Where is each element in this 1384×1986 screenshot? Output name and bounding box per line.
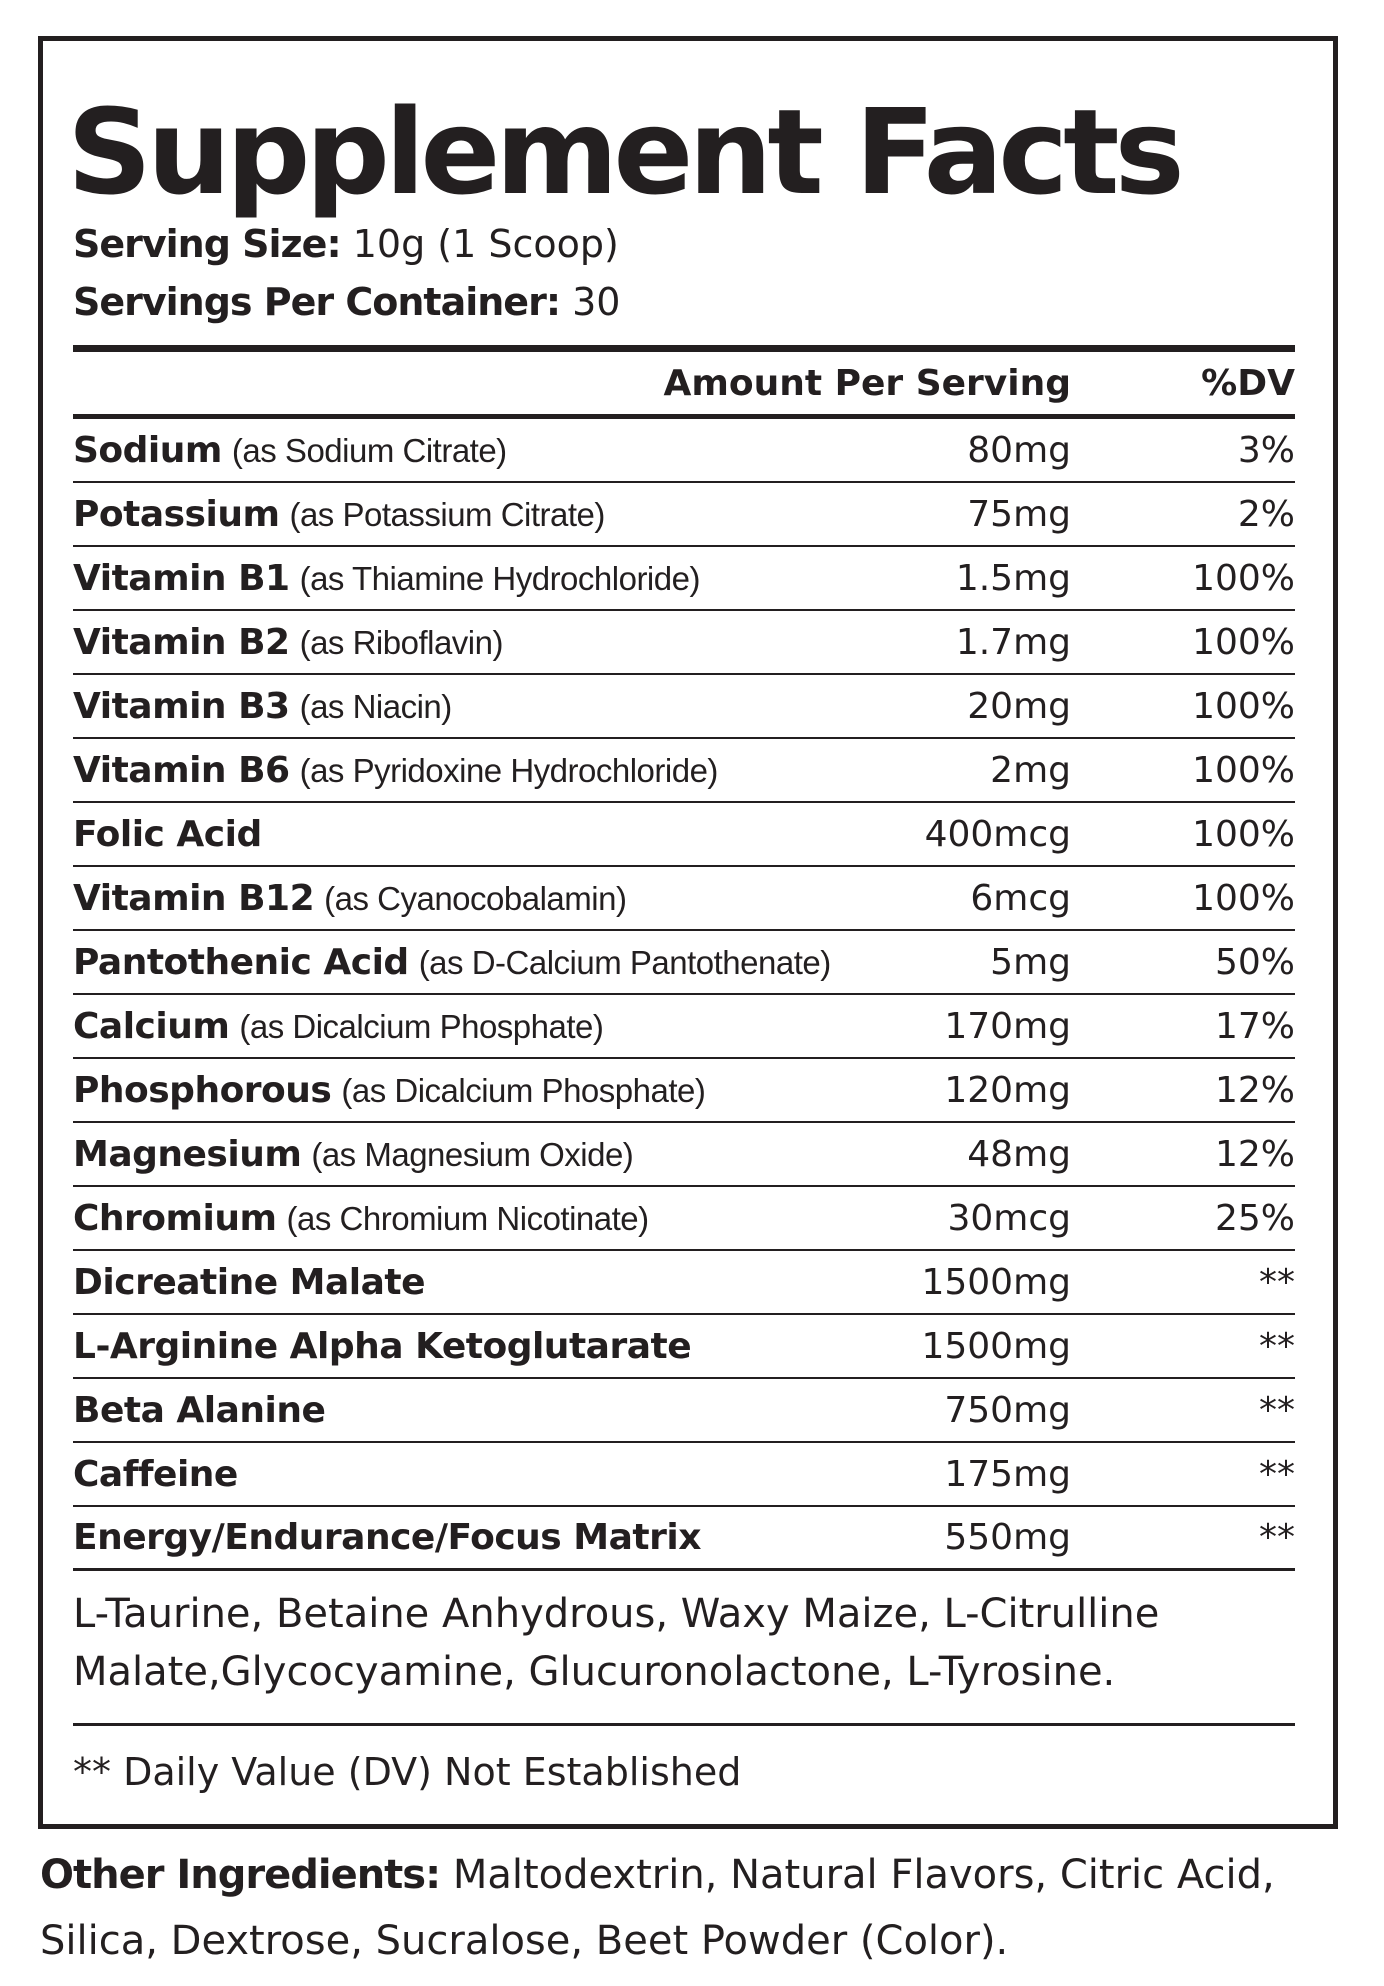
serving-size-value: 10g (1 Scoop) bbox=[352, 222, 619, 266]
nutrient-source: (as Thiamine Hydrochloride) bbox=[299, 559, 700, 597]
nutrient-amount: 175mg bbox=[944, 1453, 1071, 1495]
header-daily-value: %DV bbox=[1201, 362, 1295, 404]
nutrient-source: (as Dicalcium Phosphate) bbox=[341, 1071, 706, 1109]
table-row bbox=[73, 867, 1295, 931]
nutrient-source: (as Magnesium Oxide) bbox=[311, 1135, 634, 1173]
nutrient-name: Dicreatine Malate bbox=[73, 1261, 426, 1303]
nutrient-daily-value: ** bbox=[1259, 1517, 1295, 1558]
table-row bbox=[73, 1379, 1295, 1443]
table-row bbox=[73, 995, 1295, 1059]
table-row bbox=[73, 1315, 1295, 1379]
table-row bbox=[73, 1187, 1295, 1251]
nutrient-name-cell bbox=[73, 1070, 851, 1111]
nutrient-amount: 120mg bbox=[944, 1069, 1071, 1111]
divider-thick bbox=[73, 345, 1295, 352]
nutrient-name-cell bbox=[73, 1198, 851, 1239]
nutrient-amount: 75mg bbox=[967, 493, 1071, 535]
nutrient-daily-value: 100% bbox=[1192, 877, 1295, 919]
nutrient-daily-value: 12% bbox=[1214, 1133, 1295, 1175]
serving-info bbox=[73, 215, 1295, 331]
nutrient-name-cell bbox=[73, 622, 851, 663]
nutrient-name-cell bbox=[73, 1454, 851, 1495]
nutrient-name: Potassium bbox=[73, 493, 280, 535]
nutrient-daily-value: 100% bbox=[1192, 557, 1295, 599]
nutrient-amount: 20mg bbox=[967, 685, 1071, 727]
servings-per-container-value: 30 bbox=[572, 280, 621, 324]
nutrient-name-cell bbox=[73, 494, 851, 535]
nutrient-name-cell bbox=[73, 1517, 851, 1558]
nutrient-name-cell bbox=[73, 814, 851, 855]
nutrient-name: Vitamin B6 bbox=[73, 749, 290, 791]
nutrient-amount: 80mg bbox=[967, 429, 1071, 471]
nutrient-amount: 5mg bbox=[990, 941, 1071, 983]
nutrient-amount: 30mcg bbox=[947, 1197, 1071, 1239]
panel-title: Supplement Facts bbox=[67, 83, 1180, 221]
nutrient-source: (as Pyridoxine Hydrochloride) bbox=[299, 751, 718, 789]
nutrient-name: Vitamin B12 bbox=[73, 877, 315, 919]
nutrient-daily-value: 12% bbox=[1214, 1069, 1295, 1111]
nutrient-name: Vitamin B2 bbox=[73, 621, 290, 663]
nutrient-daily-value: 50% bbox=[1214, 941, 1295, 983]
nutrient-amount: 1500mg bbox=[921, 1261, 1071, 1303]
nutrient-source: (as Chromium Nicotinate) bbox=[286, 1199, 649, 1237]
table-row bbox=[73, 483, 1295, 547]
nutrient-amount: 1.5mg bbox=[955, 557, 1071, 599]
other-ingredients-label: Other Ingredients: bbox=[40, 1852, 441, 1898]
servings-per-container-line bbox=[73, 273, 1295, 331]
nutrient-daily-value: 2% bbox=[1237, 493, 1295, 535]
nutrient-amount: 2mg bbox=[990, 749, 1071, 791]
nutrient-amount: 1500mg bbox=[921, 1325, 1071, 1367]
nutrient-source: (as D-Calcium Pantothenate) bbox=[418, 943, 831, 981]
nutrient-amount: 550mg bbox=[944, 1517, 1071, 1558]
nutrient-daily-value: ** bbox=[1259, 1325, 1295, 1367]
header-amount-per-serving: Amount Per Serving bbox=[663, 362, 1071, 404]
nutrient-name-cell bbox=[73, 878, 851, 919]
table-row bbox=[73, 1251, 1295, 1315]
nutrient-name-cell bbox=[73, 1006, 851, 1047]
nutrient-name: Chromium bbox=[73, 1197, 277, 1239]
nutrient-name: Beta Alanine bbox=[73, 1389, 326, 1431]
nutrient-name: L-Arginine Alpha Ketoglutarate bbox=[73, 1325, 692, 1367]
daily-value-footnote: ** Daily Value (DV) Not Established bbox=[73, 1750, 742, 1794]
matrix-ingredients: L-Taurine, Betaine Anhydrous, Waxy Maize, L-Citrulline Malate,Glycocyamine, Glucuronolactone, L-Tyrosine. bbox=[73, 1571, 1295, 1726]
table-row bbox=[73, 547, 1295, 611]
nutrient-name-cell bbox=[73, 558, 851, 599]
nutrient-name-cell bbox=[73, 942, 851, 983]
table-row bbox=[73, 611, 1295, 675]
nutrient-name-cell bbox=[73, 1134, 851, 1175]
nutrient-source: (as Potassium Citrate) bbox=[289, 495, 605, 533]
serving-size-label: Serving Size: bbox=[73, 222, 341, 266]
table-header bbox=[73, 352, 1295, 414]
nutrient-daily-value: 100% bbox=[1192, 749, 1295, 791]
nutrient-source: (as Sodium Citrate) bbox=[231, 431, 507, 469]
nutrient-name: Caffeine bbox=[73, 1453, 238, 1495]
nutrient-daily-value: 25% bbox=[1214, 1197, 1295, 1239]
nutrient-name: Magnesium bbox=[73, 1133, 302, 1175]
nutrient-name: Vitamin B3 bbox=[73, 685, 290, 727]
nutrient-source: (as Riboflavin) bbox=[299, 623, 503, 661]
nutrient-source: (as Dicalcium Phosphate) bbox=[239, 1007, 604, 1045]
table-row bbox=[73, 1507, 1295, 1571]
nutrient-name: Folic Acid bbox=[73, 813, 262, 855]
nutrient-name-cell bbox=[73, 686, 851, 727]
nutrient-name: Calcium bbox=[73, 1005, 230, 1047]
nutrient-daily-value: ** bbox=[1259, 1453, 1295, 1495]
nutrient-daily-value: 100% bbox=[1192, 685, 1295, 727]
table-row bbox=[73, 1059, 1295, 1123]
nutrient-daily-value: 3% bbox=[1237, 429, 1295, 471]
nutrient-table bbox=[73, 419, 1295, 1571]
table-row bbox=[73, 739, 1295, 803]
nutrient-name-cell bbox=[73, 430, 851, 471]
nutrient-name: Phosphorous bbox=[73, 1069, 332, 1111]
nutrient-amount: 170mg bbox=[944, 1005, 1071, 1047]
nutrient-name-cell bbox=[73, 1326, 851, 1367]
table-row bbox=[73, 931, 1295, 995]
other-ingredients bbox=[40, 1842, 1340, 1974]
table-row bbox=[73, 803, 1295, 867]
nutrient-source: (as Cyanocobalamin) bbox=[324, 879, 627, 917]
table-row bbox=[73, 675, 1295, 739]
supplement-facts-panel bbox=[38, 36, 1338, 1829]
table-row bbox=[73, 1123, 1295, 1187]
nutrient-name-cell bbox=[73, 1262, 851, 1303]
nutrient-source: (as Niacin) bbox=[299, 687, 452, 725]
nutrient-amount: 400mcg bbox=[924, 813, 1071, 855]
servings-per-container-label: Servings Per Container: bbox=[73, 280, 561, 324]
nutrient-daily-value: 100% bbox=[1192, 621, 1295, 663]
nutrient-daily-value: ** bbox=[1259, 1389, 1295, 1431]
nutrient-name-cell bbox=[73, 750, 851, 791]
nutrient-name: Energy/Endurance/Focus Matrix bbox=[73, 1517, 701, 1558]
serving-size-line bbox=[73, 215, 1295, 273]
nutrient-name: Pantothenic Acid bbox=[73, 941, 409, 983]
nutrient-amount: 750mg bbox=[944, 1389, 1071, 1431]
nutrient-daily-value: 17% bbox=[1214, 1005, 1295, 1047]
nutrient-name-cell bbox=[73, 1390, 851, 1431]
nutrient-name: Vitamin B1 bbox=[73, 557, 290, 599]
nutrient-daily-value: 100% bbox=[1192, 813, 1295, 855]
nutrient-daily-value: ** bbox=[1259, 1261, 1295, 1303]
other-ingredients-value: Maltodextrin, Natural Flavors, Citric Acid, Silica, Dextrose, Sucralose, Beet Powder (Color). bbox=[40, 1852, 1275, 1964]
nutrient-amount: 48mg bbox=[967, 1133, 1071, 1175]
nutrient-amount: 6mcg bbox=[970, 877, 1071, 919]
table-row bbox=[73, 419, 1295, 483]
panel-content bbox=[67, 41, 1295, 1800]
nutrient-name: Sodium bbox=[73, 429, 222, 471]
table-row bbox=[73, 1443, 1295, 1507]
nutrient-amount: 1.7mg bbox=[955, 621, 1071, 663]
